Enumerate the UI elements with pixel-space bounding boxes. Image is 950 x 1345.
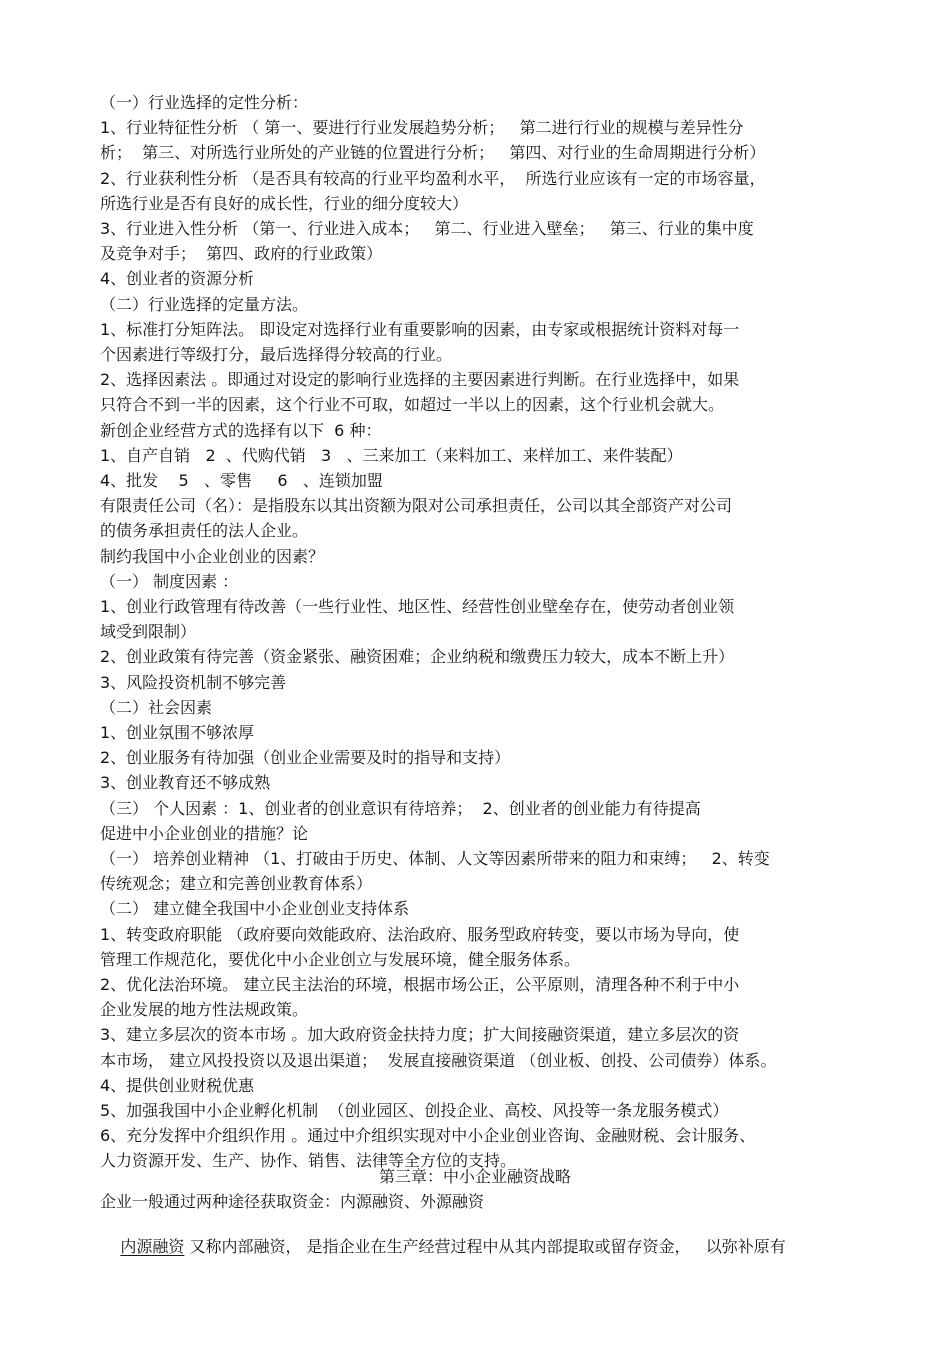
paragraph-line: 3、行业进入性分析 （第一、行业进入成本； 第二、行业进入壁垒； 第三、行业的集中度	[100, 219, 754, 238]
paragraph-line: 企业一般通过两种途径获取资金：内源融资、外源融资	[100, 1192, 485, 1211]
paragraph-line: 只符合不到一半的因素，这个行业不可取，如超过一半以上的因素，这个行业机会就大。	[100, 395, 725, 414]
paragraph-line: （一）行业选择的定性分析：	[100, 93, 309, 112]
paragraph-line: 促进中小企业创业的措施？论	[100, 824, 309, 843]
paragraph-line: 2、创业政策有待完善（资金紧张、融资困难；企业纳税和缴费压力较大，成本不断上升）	[100, 647, 735, 666]
paragraph-line: 的债务承担责任的法人企业。	[100, 521, 309, 540]
paragraph-line: 人力资源开发、生产、协作、销售、法律等全方位的支持。	[100, 1151, 517, 1170]
paragraph-line: 所选行业是否有良好的成长性，行业的细分度较大）	[100, 194, 469, 213]
paragraph-line: （三） 个人因素 ：1、创业者的创业意识有待培养； 2、创业者的创业能力有待提高	[100, 799, 701, 818]
paragraph-line: 及竞争对手； 第四、政府的行业政策）	[100, 244, 383, 263]
chapter-title: 第三章：中小企业融资战略	[378, 1167, 571, 1186]
paragraph-line: 1、创业氛围不够浓厚	[100, 723, 255, 742]
paragraph-line: 2、创业服务有待加强（创业企业需要及时的指导和支持）	[100, 748, 511, 767]
paragraph-line	[100, 1217, 786, 1277]
paragraph-line: 5、加强我国中小企业孵化机制 （创业园区、创投企业、高校、风投等一条龙服务模式）	[100, 1101, 729, 1120]
underlined-term: 内源融资	[120, 1237, 185, 1256]
paragraph-line: 1、创业行政管理有待改善（一些行业性、地区性、经营性创业壁垒存在，使劳动者创业领	[100, 597, 735, 616]
paragraph-line: 有限责任公司（名）：是指股东以其出资额为限对公司承担责任，公司以其全部资产对公司	[100, 496, 733, 515]
paragraph-line: 2、行业获利性分析 （是否具有较高的行业平均盈利水平， 所选行业应该有一定的市场容量，	[100, 169, 766, 188]
paragraph-line: （一） 培养创业精神 （1、打破由于历史、体制、人文等因素所带来的阻力和束缚； 2、转变	[100, 849, 770, 868]
paragraph-line: 新创企业经营方式的选择有以下 6 种：	[100, 421, 382, 440]
paragraph-line: 1、行业特征性分析 （ 第一、要进行行业发展趋势分析； 第二进行行业的规模与差异性分	[100, 118, 744, 137]
paragraph-line: 域受到限制）	[100, 622, 197, 641]
paragraph-line: 1、自产自销 2 、代购代销 3 、三来加工（来料加工、来样加工、来件装配）	[100, 446, 683, 465]
paragraph-line: 4、创业者的资源分析	[100, 269, 255, 288]
paragraph-line: 4、提供创业财税优惠	[100, 1076, 255, 1095]
paragraph-line: 2、选择因素法 。即通过对设定的影响行业选择的主要因素进行判断。在行业选择中，如果	[100, 370, 740, 389]
paragraph-line: 1、标准打分矩阵法。 即设定对选择行业有重要影响的因素，由专家或根据统计资料对每一	[100, 320, 740, 339]
paragraph-line: 制约我国中小企业创业的因素？	[100, 547, 325, 566]
paragraph-line: 3、建立多层次的资本市场 。加大政府资金扶持力度；扩大间接融资渠道，建立多层次的资	[100, 1025, 740, 1044]
paragraph-line: 3、风险投资机制不够完善	[100, 673, 287, 692]
paragraph-text: 又称内部融资， 是指企业在生产经营过程中从其内部提取或留存资金， 以弥补原有	[184, 1237, 786, 1256]
paragraph-line: 企业发展的地方性法规政策。	[100, 1000, 309, 1019]
paragraph-line: 个因素进行等级打分，最后选择得分较高的行业。	[100, 345, 453, 364]
paragraph-line: 管理工作规范化，要优化中小企业创立与发展环境，健全服务体系。	[100, 950, 581, 969]
paragraph-line: 析； 第三、对所选行业所处的产业链的位置进行分析； 第四、对行业的生命周期进行分析）	[100, 143, 766, 162]
paragraph-line: 1、转变政府职能 （政府要向效能政府、法治政府、服务型政府转变，要以市场为导向，使	[100, 925, 740, 944]
paragraph-line: 3、创业教育还不够成熟	[100, 773, 271, 792]
paragraph-line: 本市场， 建立风投投资以及退出渠道； 发展直接融资渠道 （创业板、创投、公司债券）体系。	[100, 1051, 777, 1070]
paragraph-line: （二）社会因素	[100, 698, 213, 717]
paragraph-line: （一） 制度因素 ：	[100, 572, 239, 591]
paragraph-line: 2、优化法治环境。 建立民主法治的环境，根据市场公正，公平原则，清理各种不利于中小	[100, 975, 740, 994]
paragraph-line: （二）行业选择的定量方法。	[100, 295, 309, 314]
paragraph-line: 4、批发 5 、零售 6 、连锁加盟	[100, 471, 383, 490]
paragraph-line: （二） 建立健全我国中小企业创业支持体系	[100, 899, 410, 918]
paragraph-line: 6、充分发挥中介组织作用 。通过中介组织实现对中小企业创业咨询、金融财税、会计服务、	[100, 1126, 756, 1145]
paragraph-line: 传统观念；建立和完善创业教育体系）	[100, 874, 373, 893]
